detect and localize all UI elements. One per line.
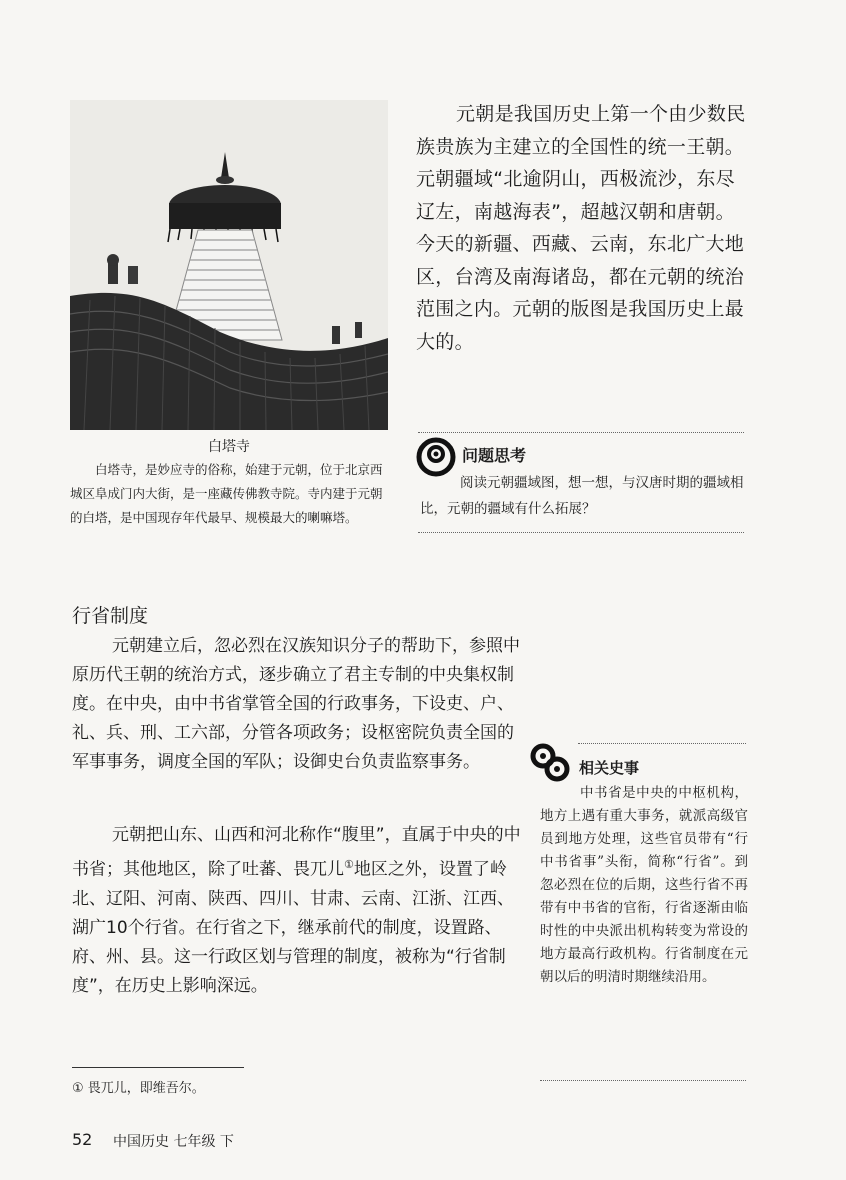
photo-title: 白塔寺 bbox=[208, 439, 250, 455]
question-box-top-border bbox=[418, 432, 744, 433]
related-box-top-border bbox=[578, 743, 746, 744]
footnote: ① 畏兀儿，即维吾尔。 bbox=[72, 1081, 205, 1096]
photo-caption: 白塔寺，是妙应寺的俗称，始建于元朝，位于北京西城区阜成门内大街，是一座藏传佛教寺院。寺内建于元朝的白塔，是中国现存年代最早、规模最大的喇嘛塔。 bbox=[70, 462, 383, 525]
white-pagoda-photo bbox=[70, 100, 388, 430]
question-box-title: 问题思考 bbox=[462, 446, 527, 465]
book-title: 中国历史 七年级 下 bbox=[113, 1134, 234, 1150]
related-history-icon bbox=[528, 742, 574, 784]
section-heading: 行省制度 bbox=[72, 605, 149, 627]
section-paragraph-1: 元朝建立后，忽必烈在汉族知识分子的帮助下，参照中原历代王朝的统治方式，逐步确立了君主专制的中央集权制度。在中央，由中书省掌管全国的行政事务，下设吏、户、礼、兵、刑、工六部，分管各项政务；设枢密院负责全国的军事事务，调度全国的军队；设御史台负责监察事务。 bbox=[72, 636, 520, 772]
related-box-bottom-border bbox=[540, 1080, 746, 1081]
intro-paragraph: 元朝是我国历史上第一个由少数民族贵族为主建立的全国性的统一王朝。元朝疆域“北逾阴山，西极流沙，东尽辽左，南越海表”，超越汉朝和唐朝。今天的新疆、西藏、云南，东北广大地区，台湾及南海诸岛，都在元朝的统治范围之内。元朝的版图是我国历史上最大的。 bbox=[416, 103, 746, 353]
paragraph-2-part-1: 元朝把山东、山西和河北称作“腹里”，直属于中央的中书省；其他地区，除了吐蕃、畏兀儿 bbox=[72, 825, 521, 880]
paragraph-2-part-2: 地区之外，设置了岭北、辽阳、河南、陕西、四川、甘肃、云南、江浙、江西、湖广10个行省。在行省之下，继承前代的制度，设置路、府、州、县。这一行政区划与管理的制度，被称为“行省制度”，在历史上影响深远。 bbox=[72, 859, 514, 996]
footnote-rule bbox=[72, 1067, 244, 1068]
related-box-text: 中书省是中央的中枢机构，地方上遇有重大事务，就派高级官员到地方处理，这些官员带有“行中书省事”头衔，简称“行省”。到忽必烈在位的后期，这些行省不再带有中书省的官衔，行省逐渐由临时性的中央派出机构转变为常设的地方最高行政机构。行省制度在元朝以后的明清时期继续沿用。 bbox=[540, 785, 748, 985]
footnote-marker: ① bbox=[344, 858, 354, 871]
section-paragraph-2 bbox=[72, 821, 522, 1001]
question-box-bottom-border bbox=[418, 532, 744, 533]
question-box-text: 阅读元朝疆域图，想一想，与汉唐时期的疆域相比，元朝的疆域有什么拓展？ bbox=[420, 475, 744, 517]
page-number: 52 bbox=[72, 1130, 93, 1149]
related-box-title: 相关史事 bbox=[579, 759, 640, 777]
